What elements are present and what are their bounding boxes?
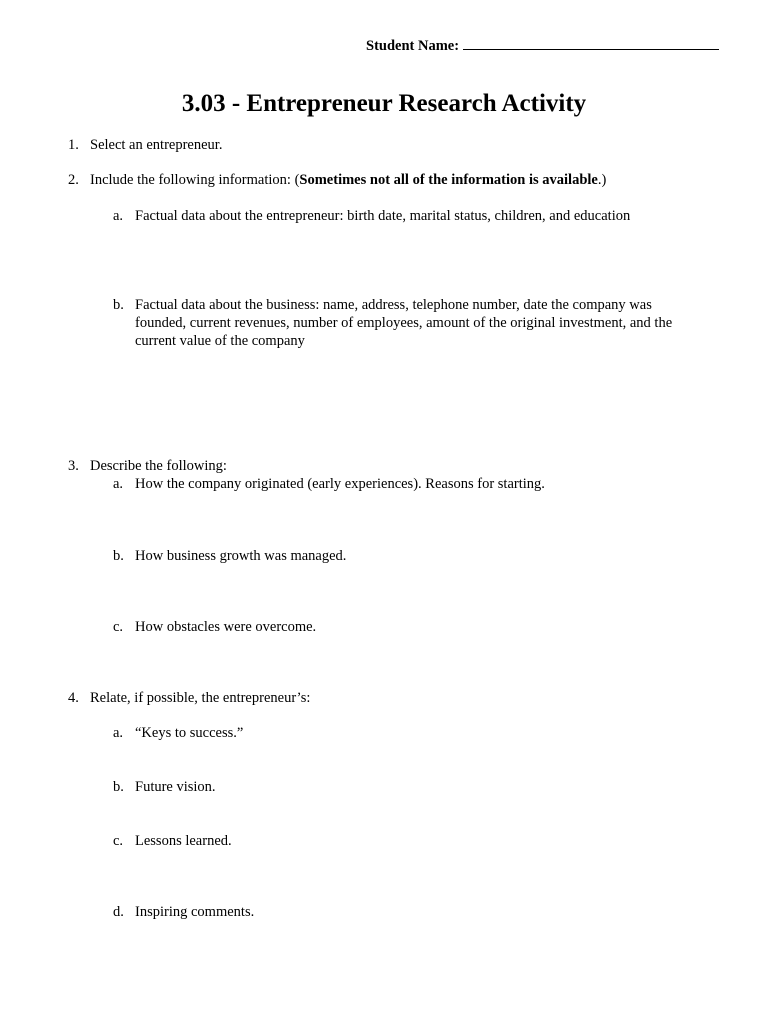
item-text: Select an entrepreneur. [90, 137, 223, 153]
sub-item-letter: d. [113, 904, 124, 920]
sub-item-letter: b. [113, 779, 124, 795]
sub-item-text: “Keys to success.” [135, 725, 244, 741]
sub-item-text-line-3: current value of the company [135, 333, 305, 349]
sub-item-text-line-1: Factual data about the business: name, address, telephone number, date the company was [135, 297, 652, 313]
item-number: 4. [68, 690, 79, 706]
item-number: 2. [68, 172, 79, 188]
sub-item-text: Future vision. [135, 779, 216, 795]
item-text: Relate, if possible, the entrepreneur’s: [90, 690, 311, 706]
student-name-blank [463, 35, 719, 50]
sub-item-letter: a. [113, 725, 124, 741]
sub-item-letter: b. [113, 548, 124, 564]
sub-item-text: How obstacles were overcome. [135, 619, 317, 635]
sub-item-letter: c. [113, 619, 124, 635]
student-name-label: Student Name: [366, 38, 460, 54]
sub-item-text-line-2: founded, current revenues, number of employees, amount of the original investment, and the [135, 315, 673, 331]
sub-item-text: Inspiring comments. [135, 904, 255, 920]
item-text: Include the following information: (Sometimes not all of the information is available.) [90, 172, 607, 188]
sub-item-letter: c. [113, 833, 124, 849]
sub-item-letter: a. [113, 208, 124, 224]
sub-item-letter: a. [113, 476, 124, 492]
item-number: 1. [68, 137, 79, 153]
page-title: 3.03 - Entrepreneur Research Activity [181, 90, 587, 117]
sub-item-text: Lessons learned. [135, 833, 232, 849]
sub-item-text: Factual data about the entrepreneur: birth date, marital status, children, and education [135, 208, 631, 224]
item-note-bold: Sometimes not all of the information is available [299, 172, 598, 188]
item-number: 3. [68, 458, 79, 474]
sub-item-text: How business growth was managed. [135, 548, 347, 564]
sub-item-letter: b. [113, 297, 124, 313]
item-text: Describe the following: [90, 458, 227, 474]
sub-item-text: How the company originated (early experiences). Reasons for starting. [135, 476, 545, 492]
student-name-field [366, 35, 719, 55]
